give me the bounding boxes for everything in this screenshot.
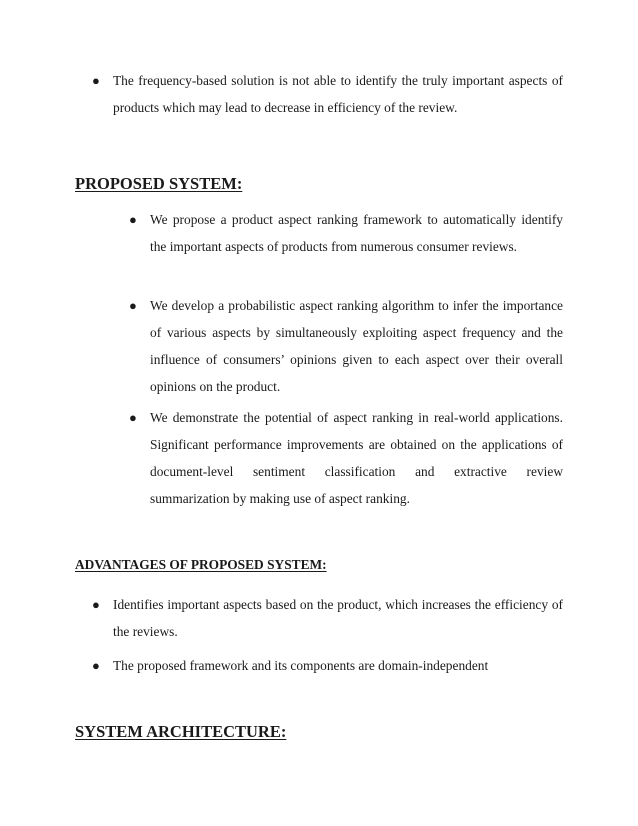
list-item-text: Identifies important aspects based on the product, which increases the efficiency of the reviews. <box>113 597 563 639</box>
list-item-text: We develop a probabilistic aspect ranking algorithm to infer the importance of various aspects by simultaneously exploiting aspect frequency and the influence of consumers’ opinions given to each aspect over their overall opinions on the product. <box>150 298 563 394</box>
list-item <box>92 67 563 121</box>
list-item <box>129 206 563 260</box>
bullet-icon: ● <box>129 212 137 227</box>
bullet-icon: ● <box>92 597 100 612</box>
bullet-icon: ● <box>92 73 100 88</box>
section-heading-advantages: ADVANTAGES OF PROPOSED SYSTEM: <box>75 557 327 572</box>
list-item <box>129 292 563 400</box>
list-item-text: We demonstrate the potential of aspect ranking in real-world applications. Significant performance improvements are obtained on the applications of document-level sentiment classification and extractive review summarization by making use of aspect ranking. <box>150 410 563 506</box>
bullet-icon: ● <box>129 298 137 313</box>
bullet-icon: ● <box>92 658 100 673</box>
section-heading-system-architecture: SYSTEM ARCHITECTURE: <box>75 722 287 741</box>
list-item-text: The proposed framework and its components are domain-independent <box>113 658 489 673</box>
section-heading-proposed-system: PROPOSED SYSTEM: <box>75 174 243 193</box>
list-item <box>92 591 563 645</box>
list-item-text: The frequency-based solution is not able to identify the truly important aspects of products which may lead to decrease in efficiency of the review. <box>113 73 563 115</box>
list-item-text: We propose a product aspect ranking framework to automatically identify the important aspects of products from numerous consumer reviews. <box>150 212 563 254</box>
list-item <box>129 404 563 512</box>
list-item <box>92 652 563 679</box>
bullet-icon: ● <box>129 410 137 425</box>
